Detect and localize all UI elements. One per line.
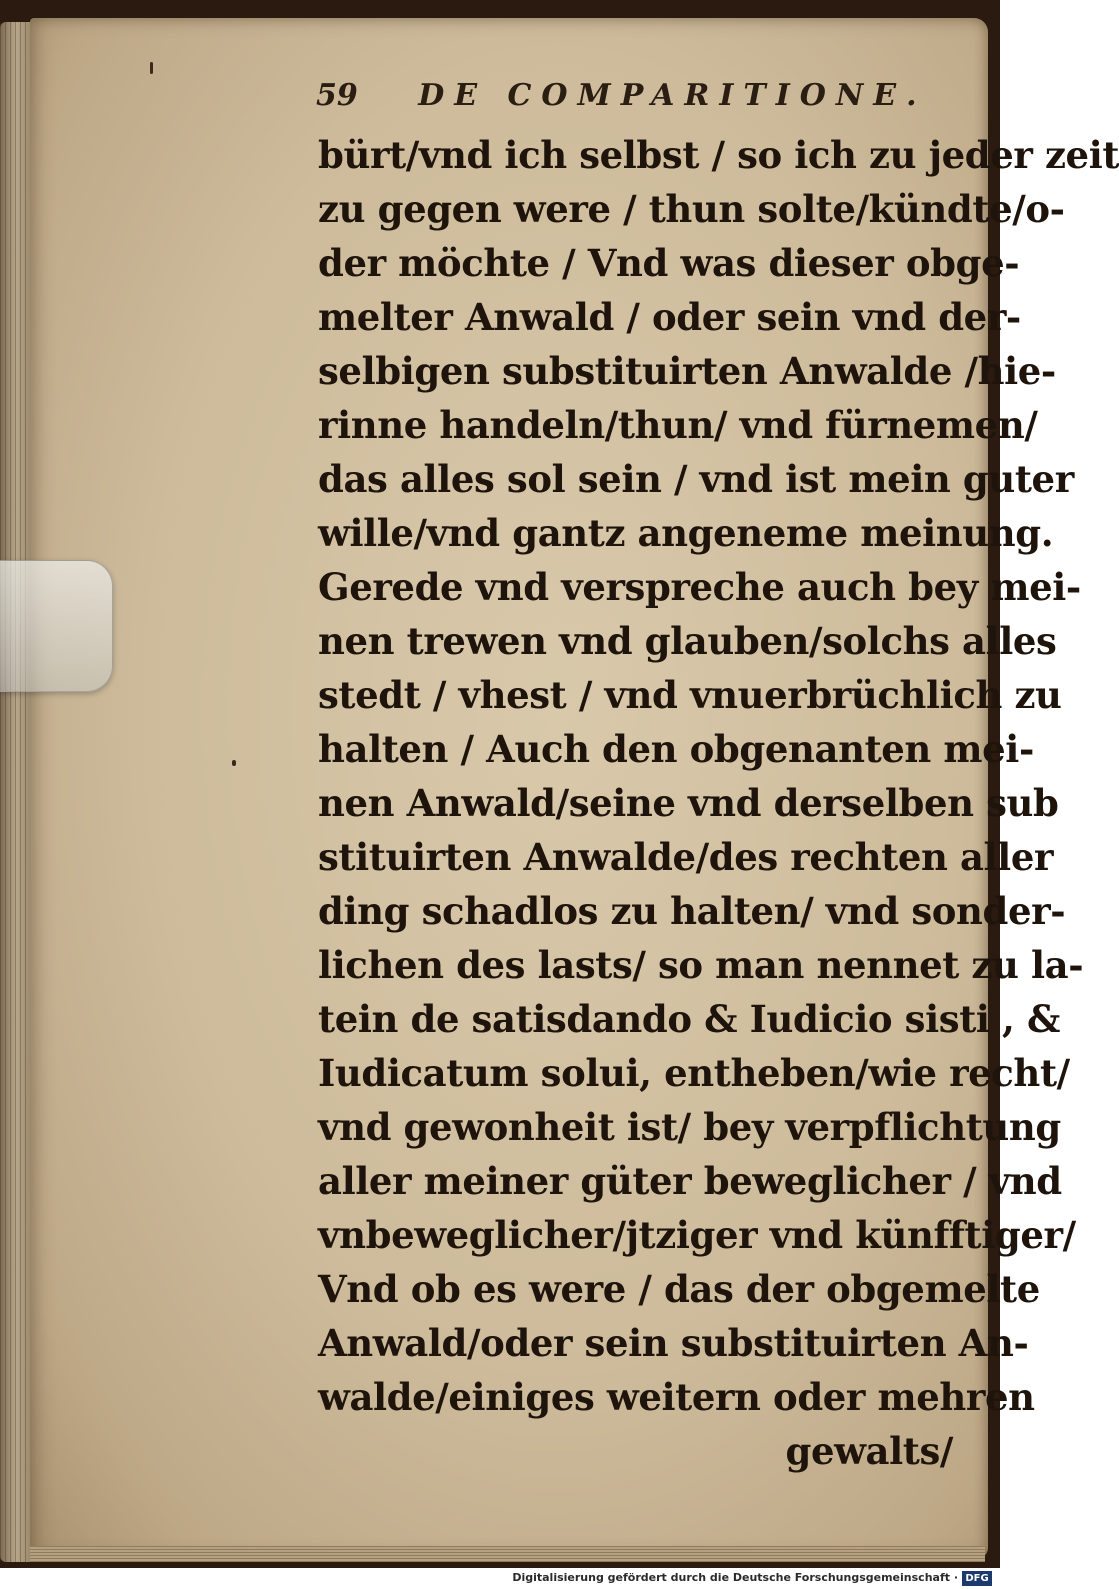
catchword: gewalts/ — [785, 1429, 953, 1473]
text-line: melter Anwald / oder sein vnd der- — [318, 295, 1021, 339]
text-line: das alles sol sein / vnd ist mein guter — [318, 457, 1074, 501]
text-line: rinne handeln/thun/ vnd fürnemen/ — [318, 403, 1038, 447]
text-line: vnbeweglicher/jtziger vnd künfftiger/ — [318, 1213, 1076, 1257]
dfg-logo: DFG — [962, 1571, 992, 1586]
body-text — [318, 128, 1119, 1478]
page-bottom-edges — [30, 1546, 985, 1562]
running-title: DE COMPARITIONE. — [418, 78, 927, 113]
text-line: nen trewen vnd glauben/solchs alles — [318, 619, 1057, 663]
text-line: Vnd ob es were / das der obgemelte — [318, 1267, 1040, 1311]
page-number: 59 — [316, 78, 358, 113]
text-line: stituirten Anwalde/des rechten aller — [318, 835, 1054, 879]
digitization-footer — [0, 1568, 1000, 1589]
text-line: vnd gewonheit ist/ bey verpflichtung — [318, 1105, 1061, 1149]
text-line: bürt/vnd ich selbst / so ich zu jeder zeit — [318, 133, 1119, 177]
text-line: halten / Auch den obgenanten mei- — [318, 727, 1034, 771]
text-line: zu gegen were / thun solte/kündte/o- — [318, 187, 1065, 231]
text-line: selbigen substituirten Anwalde /hie- — [318, 349, 1056, 393]
text-line: Iudicatum solui, entheben/wie recht/ — [318, 1051, 1070, 1095]
text-line: stedt / vhest / vnd vnuerbrüchlich zu — [318, 673, 1062, 717]
text-line: walde/einiges weitern oder mehren — [318, 1375, 1035, 1419]
text-line: aller meiner güter beweglicher / vnd — [318, 1159, 1062, 1203]
text-line: Anwald/oder sein substituirten An- — [318, 1321, 1029, 1365]
ink-speck — [232, 760, 236, 766]
running-header — [316, 78, 956, 113]
text-line: wille/vnd gantz angeneme meinung. — [318, 511, 1054, 555]
text-line: lichen des lasts/ so man nennet zu la- — [318, 943, 1084, 987]
text-line: nen Anwald/seine vnd derselben sub — [318, 781, 1059, 825]
ink-speck — [150, 62, 153, 74]
plastic-clip — [0, 560, 113, 692]
funding-credit: Digitalisierung gefördert durch die Deutsche Forschungsgemeinschaft · — [512, 1571, 958, 1584]
text-line: ding schadlos zu halten/ vnd sonder- — [318, 889, 1066, 933]
text-line: Gerede vnd verspreche auch bey mei- — [318, 565, 1081, 609]
text-line: tein de satisdando & Iudicio sisti , & — [318, 997, 1060, 1041]
text-line: der möchte / Vnd was dieser obge- — [318, 241, 1020, 285]
